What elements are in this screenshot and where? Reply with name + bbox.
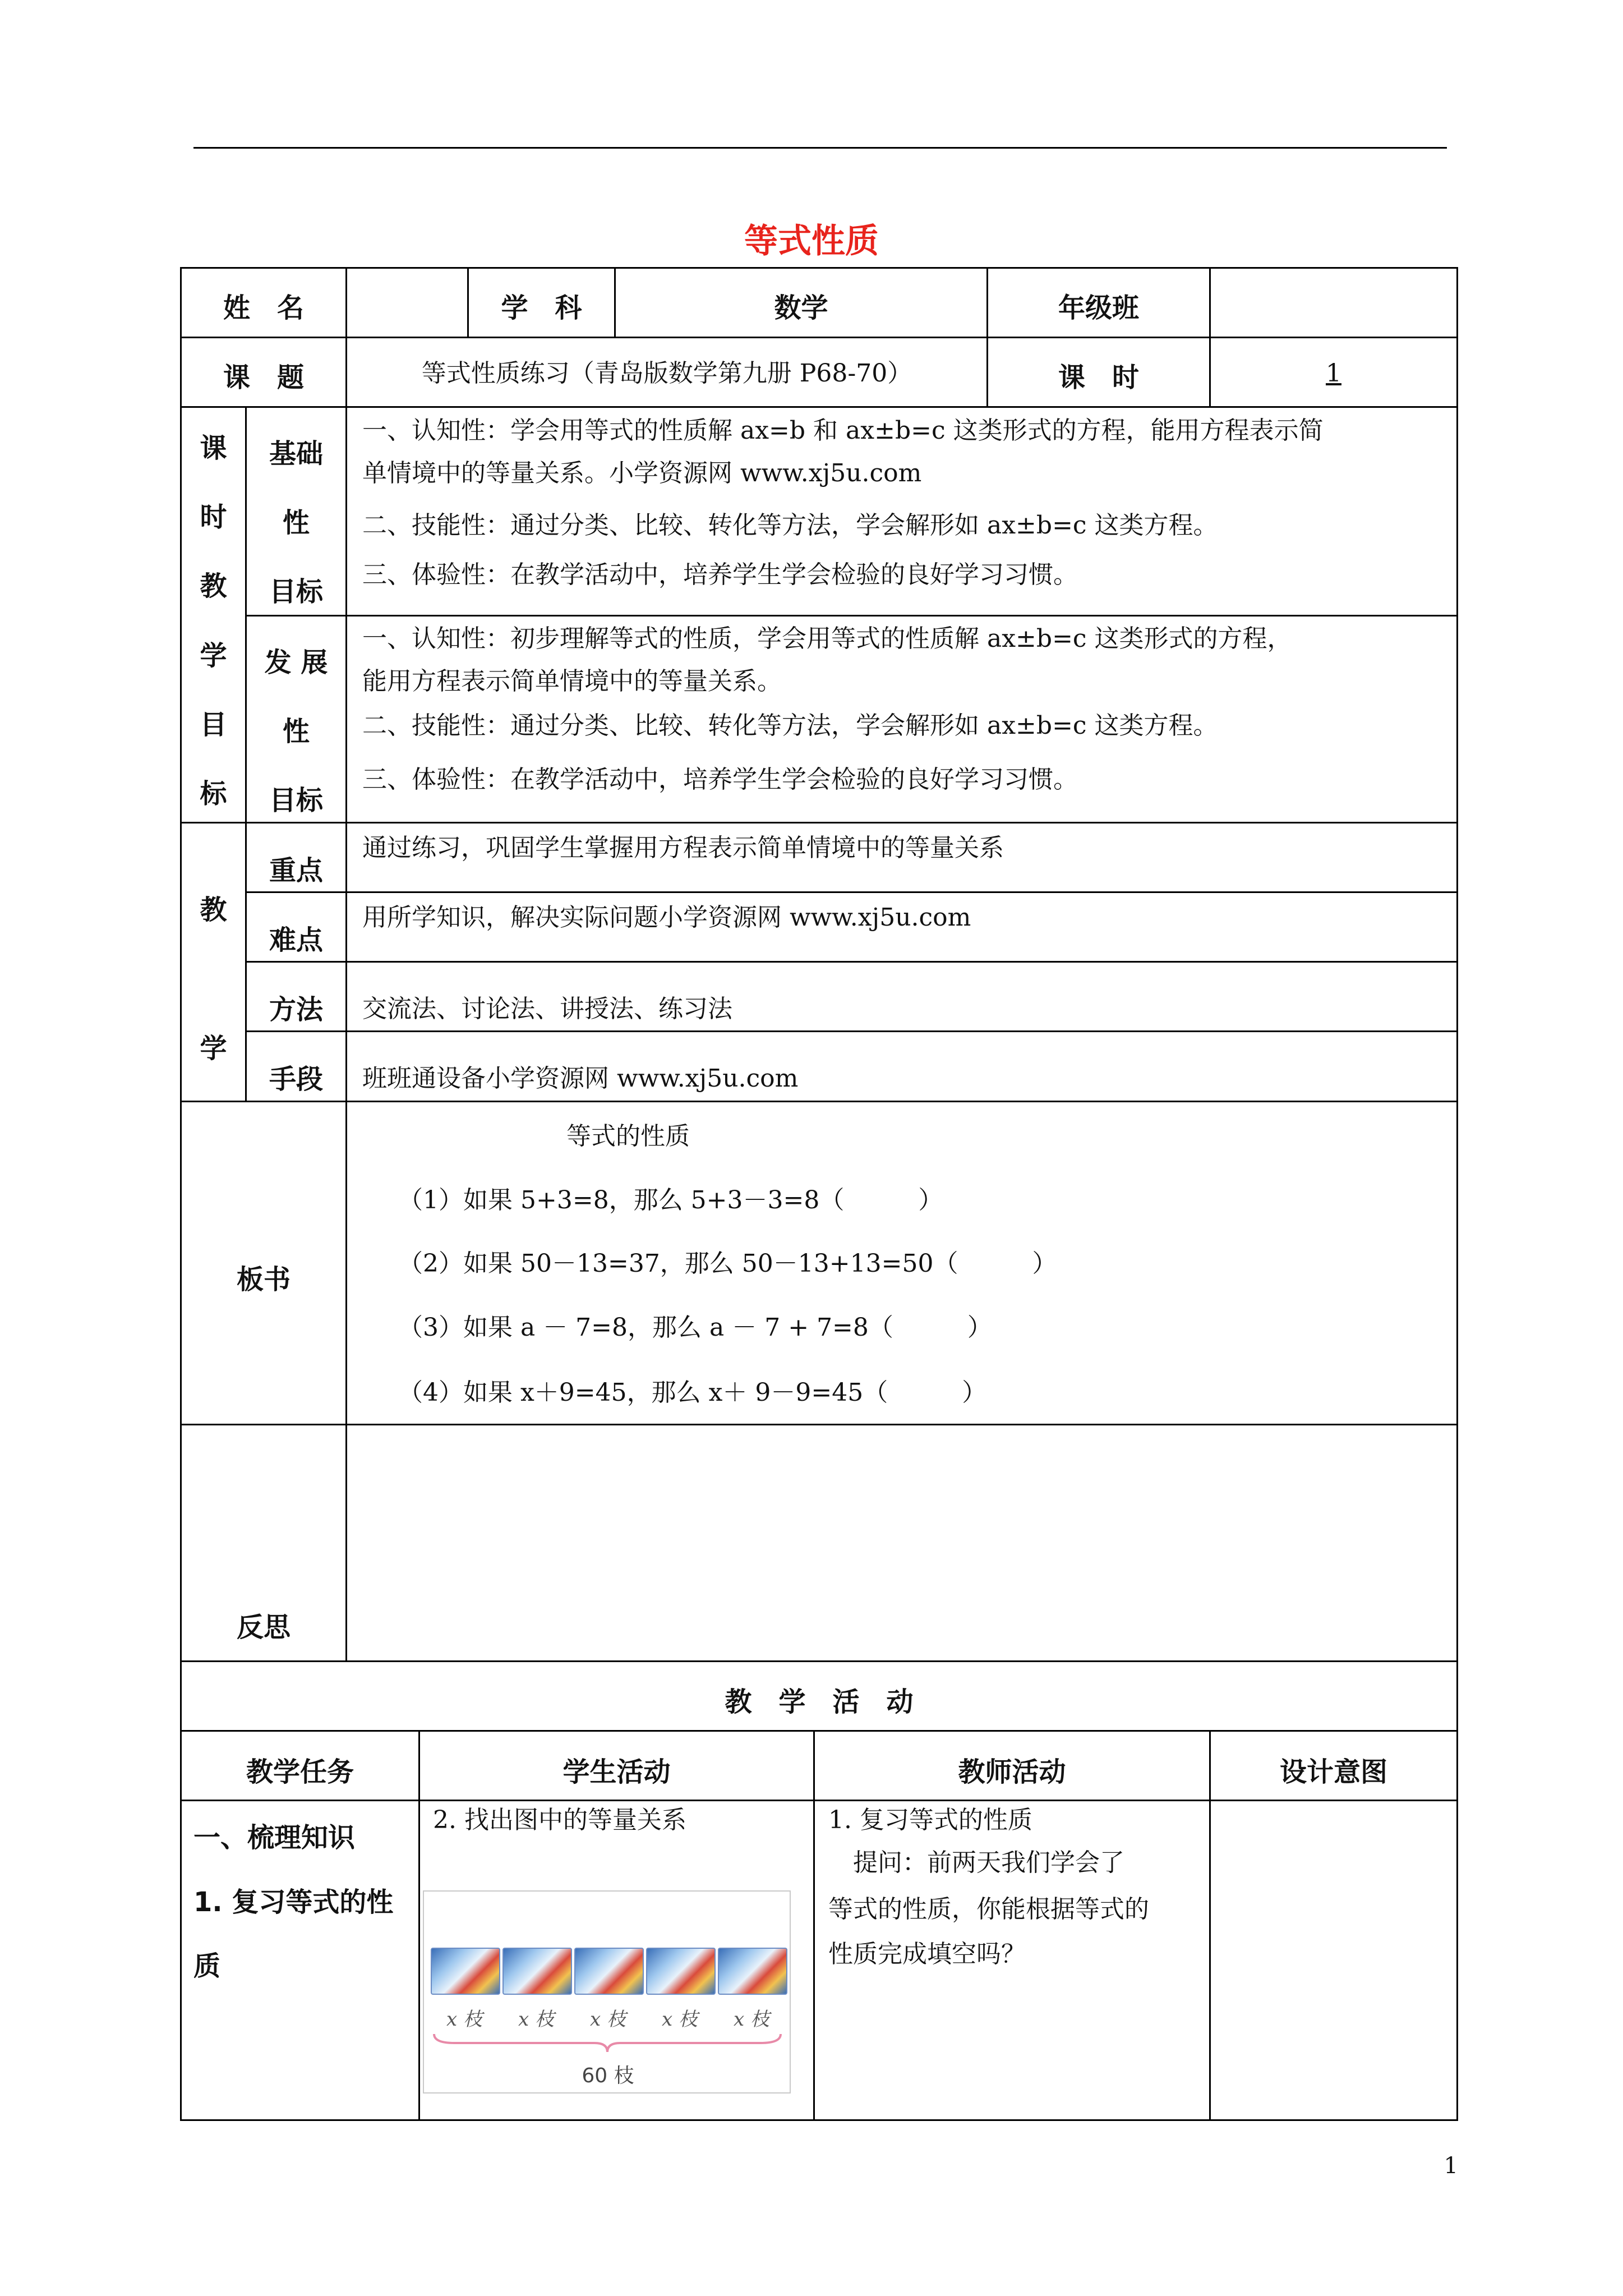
- goals-section-char: 学: [200, 640, 227, 671]
- table-line: [245, 891, 1458, 893]
- table-line: [180, 1800, 1458, 1801]
- topic-label: 课 题: [223, 362, 304, 393]
- pencil-box-label: x 枝: [518, 2008, 554, 2031]
- board-item: （1）如果 5+3=8，那么 5+3－3=8（ ）: [398, 1186, 943, 1214]
- teaching-section-char: 学: [200, 1033, 227, 1064]
- basic-goal-line: 二、技能性：通过分类、比较、转化等方法，学会解形如 ax±b=c 这类方程。: [362, 511, 1218, 540]
- teaching-row-label: 方法: [269, 994, 323, 1025]
- task-line: 一、梳理知识: [193, 1822, 356, 1853]
- pencil-box-image: [431, 1948, 500, 1995]
- subject-value: 数学: [774, 292, 828, 324]
- teaching-row-label: 难点: [269, 924, 323, 956]
- teaching-row-label: 重点: [269, 855, 323, 886]
- goals-section-char: 标: [200, 778, 227, 809]
- pencil-box-label: x 枝: [734, 2008, 769, 2031]
- pencil-box-image: [574, 1948, 644, 1995]
- table-line: [245, 961, 1458, 963]
- grade-label: 年级班: [1058, 292, 1139, 324]
- pencil-box-image: [502, 1948, 572, 1995]
- activities-column-header: 教学任务: [246, 1756, 354, 1788]
- task-line: 质: [193, 1950, 221, 1982]
- table-line: [180, 822, 1458, 823]
- header-rule: [193, 147, 1447, 149]
- subject-label: 学 科: [501, 292, 582, 324]
- teaching-section-char: 教: [200, 894, 227, 926]
- table-line: [180, 1101, 1458, 1102]
- table-line: [245, 1030, 1458, 1032]
- table-border-right: [1456, 267, 1458, 2121]
- teaching-row-value: 班班通设备小学资源网 www.xj5u.com: [362, 1064, 799, 1093]
- pencil-box-image: [718, 1948, 787, 1995]
- teacher-activity-line: 性质完成填空吗？: [828, 1940, 1026, 1968]
- develop-goal-line: 三、体验性：在教学活动中，培养学生学会检验的良好学习习惯。: [362, 765, 1078, 794]
- board-item: （4）如果 x＋9=45，那么 x＋ 9－9=45（ ）: [398, 1378, 987, 1407]
- page-title: 等式性质: [744, 222, 879, 261]
- period-value: 1: [1326, 359, 1341, 388]
- teaching-row-value: 通过练习，巩固学生掌握用方程表示简单情境中的等量关系: [362, 834, 1004, 862]
- table-line: [180, 1424, 1458, 1425]
- activities-column-header: 设计意图: [1279, 1756, 1387, 1788]
- board-item: （3）如果 a － 7=8，那么 a － 7 + 7=8（ ）: [398, 1313, 992, 1342]
- table-line: [180, 406, 1458, 408]
- task-line: 1. 复习等式的性: [193, 1887, 394, 1918]
- page-number: 1: [1444, 2153, 1458, 2179]
- goals-section-char: 教: [200, 570, 227, 602]
- activities-column-header: 学生活动: [562, 1756, 671, 1788]
- table-border-left: [180, 267, 182, 2121]
- teacher-activity-line: 等式的性质，你能根据等式的: [828, 1895, 1149, 1924]
- board-item: （2）如果 50－13=37，那么 50－13+13=50（ ）: [398, 1249, 1057, 1278]
- table-line: [345, 1424, 347, 1660]
- table-line: [245, 615, 1458, 616]
- goals-section-char: 时: [200, 501, 227, 533]
- activities-column-header: 教师活动: [958, 1756, 1066, 1788]
- basic-goal-label: 性: [282, 507, 310, 539]
- develop-goal-line: 一、认知性：初步理解等式的性质，学会用等式的性质解 ax±b=c 这类形式的方程，: [362, 624, 1292, 653]
- activities-title: 教 学 活 动: [725, 1686, 914, 1718]
- table-line: [345, 406, 347, 1424]
- board-label: 板书: [236, 1264, 291, 1295]
- table-line: [180, 267, 1458, 269]
- teaching-row-value: 用所学知识，解决实际问题小学资源网 www.xj5u.com: [362, 903, 971, 932]
- teacher-activity-line: 1. 复习等式的性质: [828, 1806, 1032, 1834]
- develop-goal-label: 性: [282, 716, 310, 747]
- board-heading: 等式的性质: [566, 1122, 690, 1151]
- figure-total: 60 枝: [582, 2064, 634, 2087]
- goals-section-char: 课: [200, 432, 227, 464]
- pencil-box-image: [646, 1948, 716, 1995]
- pencil-box-label: x 枝: [662, 2008, 698, 2031]
- pencil-box-label: x 枝: [446, 2008, 482, 2031]
- basic-goal-line: 三、体验性：在教学活动中，培养学生学会检验的良好学习习惯。: [362, 560, 1078, 589]
- table-line: [180, 1730, 1458, 1732]
- period-label: 课 时: [1058, 362, 1139, 393]
- name-label: 姓 名: [223, 292, 304, 324]
- basic-goal-line: 一、认知性：学会用等式的性质解 ax=b 和 ax±b=c 这类形式的方程，能用方程表示简: [362, 416, 1324, 445]
- brace-icon: [432, 2032, 783, 2054]
- table-line: [180, 2119, 1458, 2121]
- teaching-row-value: 交流法、讨论法、讲授法、练习法: [362, 995, 732, 1023]
- basic-goal-label: 目标: [269, 576, 323, 608]
- develop-goal-label: 发 展: [264, 647, 328, 678]
- topic-value: 等式性质练习（青岛版数学第九册 P68-70）: [421, 359, 912, 388]
- develop-goal-label: 目标: [269, 785, 323, 816]
- pencil-box-label: x 枝: [590, 2008, 626, 2031]
- pencil-boxes-figure: [423, 1890, 791, 2093]
- reflection-label: 反思: [236, 1612, 291, 1643]
- table-line: [180, 1660, 1458, 1662]
- basic-goal-line: 单情境中的等量关系。小学资源网 www.xj5u.com: [362, 459, 922, 487]
- table-line: [180, 337, 1458, 338]
- teacher-activity-line: 提问：前两天我们学会了: [828, 1848, 1124, 1877]
- teaching-row-label: 手段: [269, 1064, 323, 1095]
- basic-goal-label: 基础: [269, 438, 323, 470]
- student-activity-text: 2. 找出图中的等量关系: [433, 1806, 686, 1834]
- develop-goal-line: 能用方程表示简单情境中的等量关系。: [362, 667, 782, 696]
- goals-section-char: 目: [200, 709, 227, 740]
- develop-goal-line: 二、技能性：通过分类、比较、转化等方法，学会解形如 ax±b=c 这类方程。: [362, 711, 1218, 740]
